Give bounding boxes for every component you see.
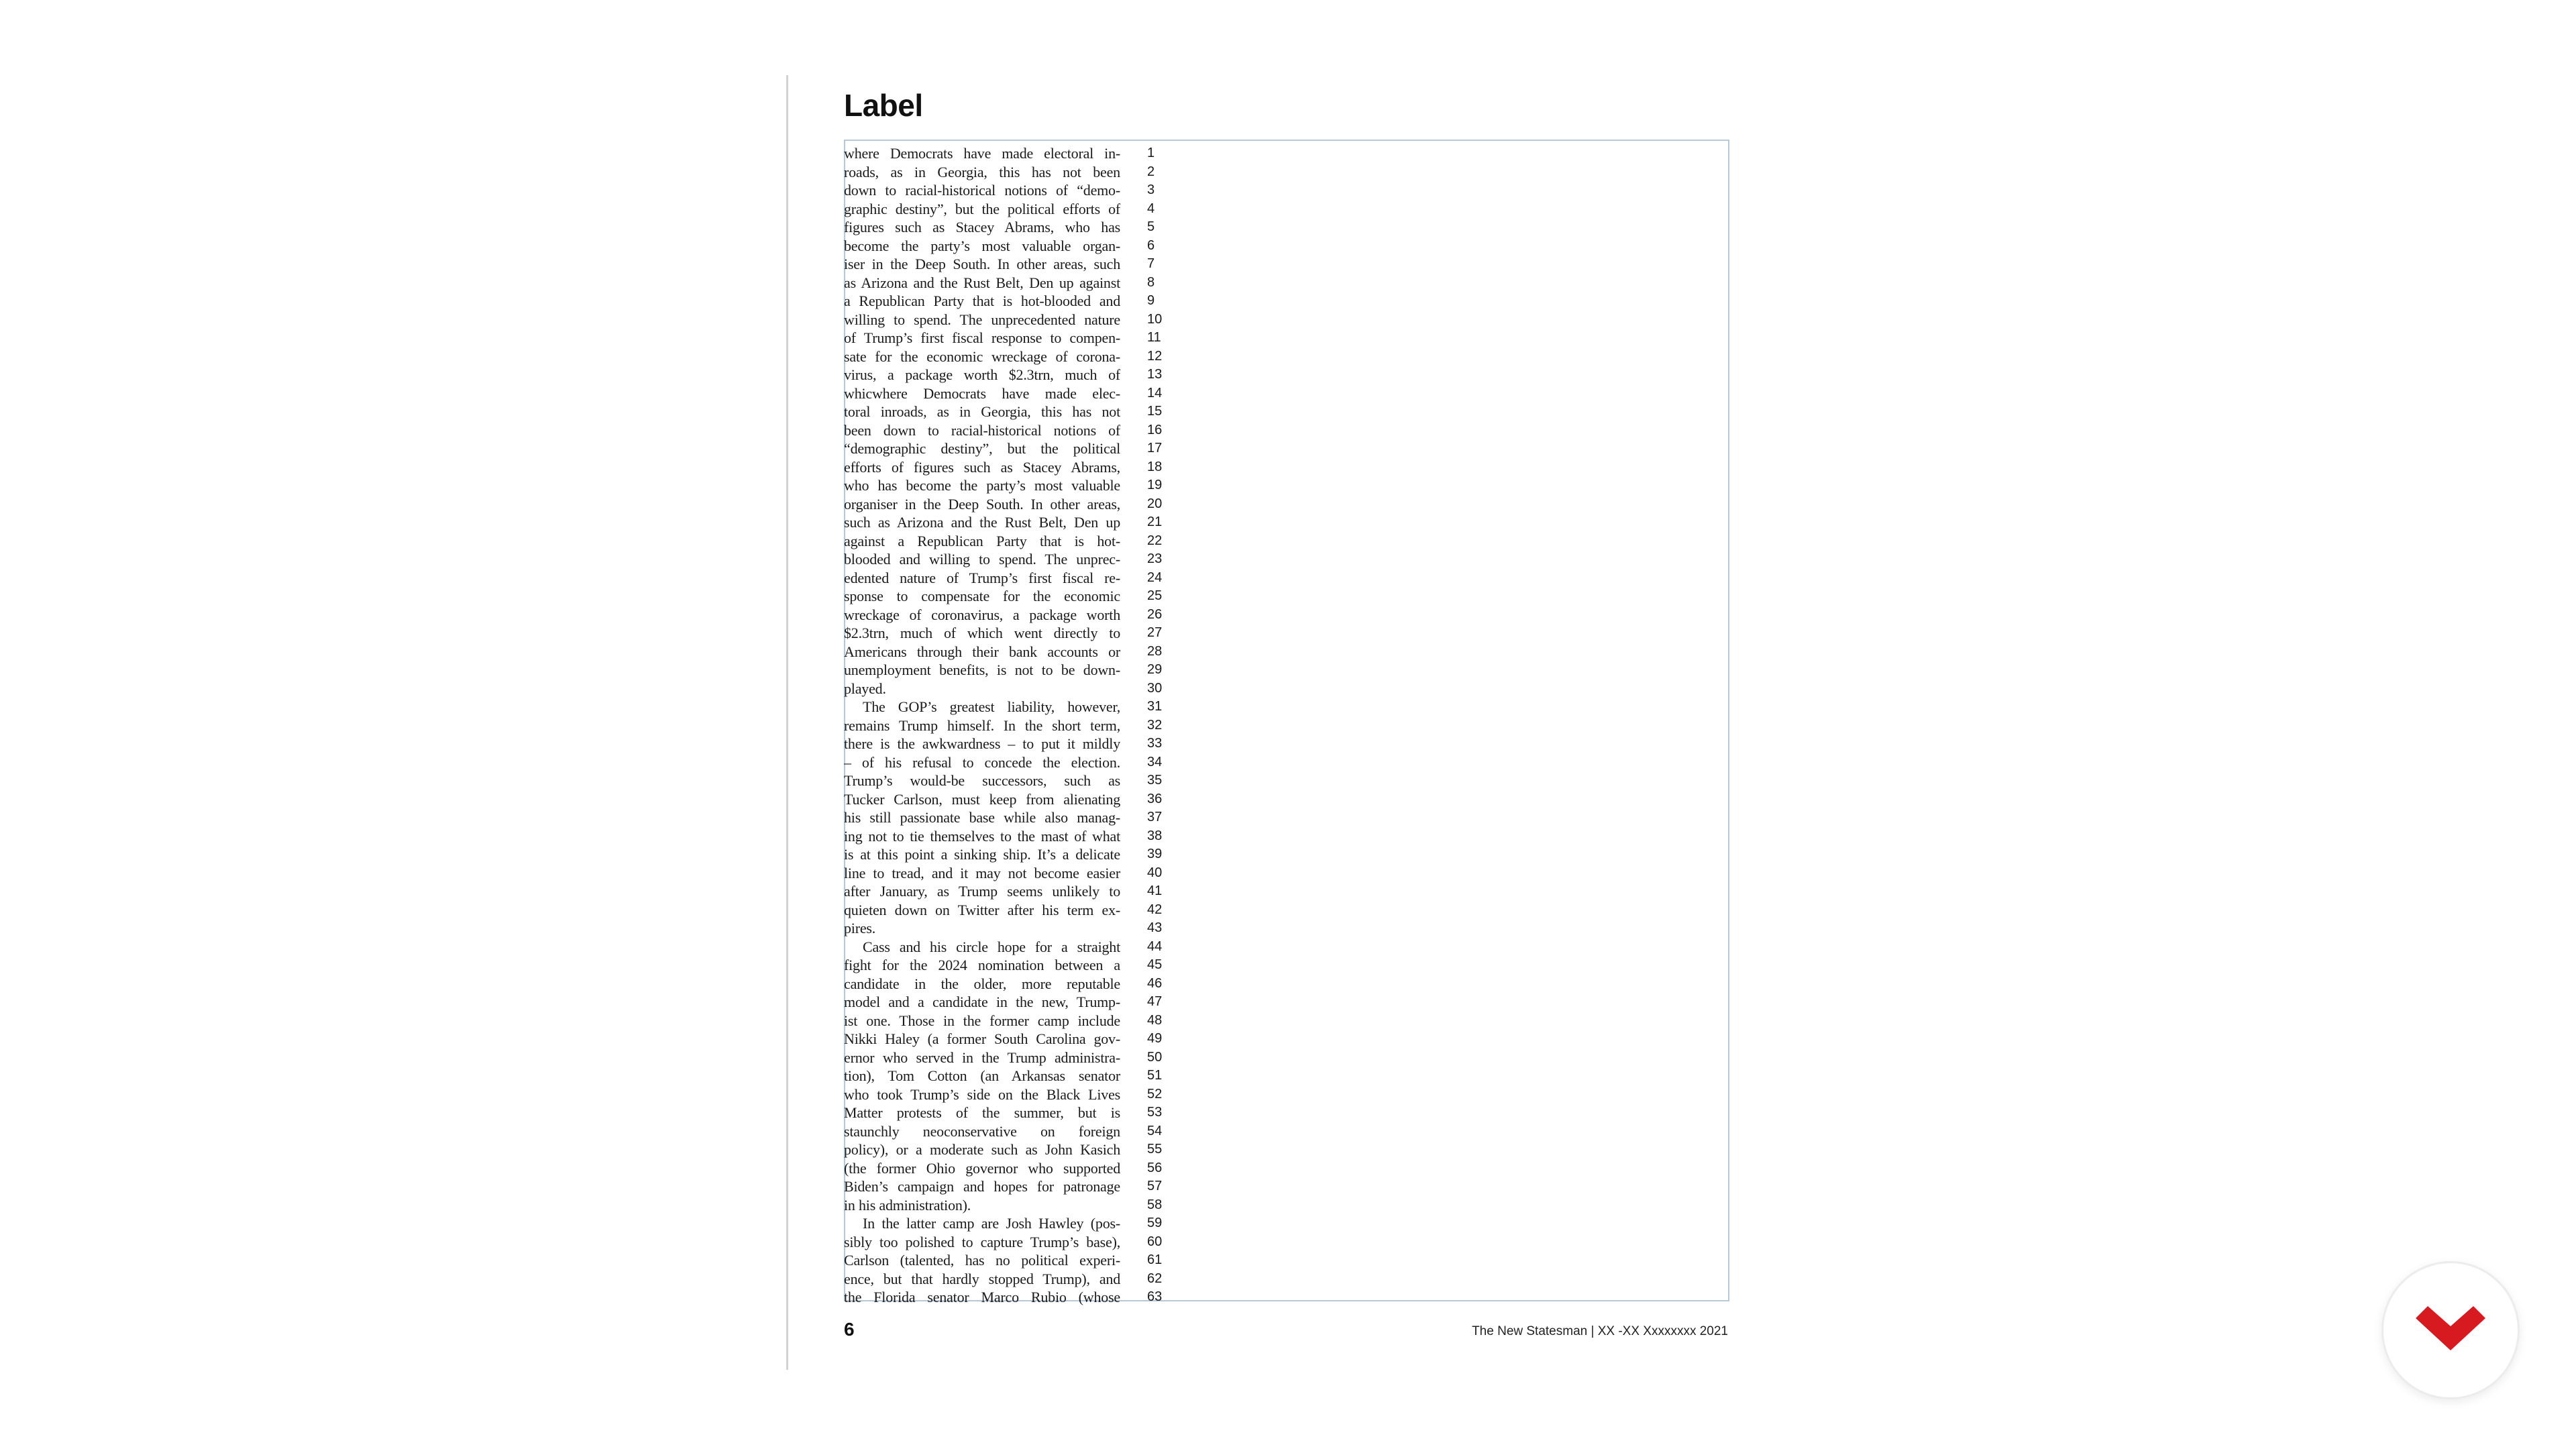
article-line: Carlson (talented, has no political experi- — [844, 1252, 1120, 1269]
line-number: 26 — [1147, 606, 1163, 622]
article-line: The GOP’s greatest liability, however, — [863, 698, 1120, 715]
line-number: 47 — [1147, 994, 1163, 1009]
article-line: figures such as Stacey Abrams, who has — [844, 219, 1120, 235]
article-line: after January, as Trump seems unlikely to — [844, 883, 1120, 900]
line-number: 4 — [1147, 201, 1155, 216]
line-number: 46 — [1147, 975, 1163, 991]
line-number: 23 — [1147, 551, 1163, 566]
line-number: 8 — [1147, 274, 1155, 290]
article-line: remains Trump himself. In the short term, — [844, 716, 1120, 734]
footer-publication: The New Statesman | XX -XX Xxxxxxxx 2021 — [1472, 1324, 1728, 1338]
article-line: is at this point a sinking ship. It’s a delicate — [844, 846, 1120, 863]
article-line: played. — [844, 680, 886, 697]
article-line: roads, as in Georgia, this has not been — [844, 163, 1120, 180]
article-line: sibly too polished to capture Trump’s base), — [844, 1233, 1120, 1250]
line-number: 25 — [1147, 588, 1163, 603]
line-number: 21 — [1147, 515, 1163, 529]
line-number: 56 — [1147, 1160, 1163, 1175]
page-label: Label — [844, 88, 923, 123]
article-line: Matter protests of the summer, but is — [844, 1104, 1120, 1121]
article-line: edented nature of Trump’s first fiscal re- — [844, 569, 1120, 586]
article-line: quieten down on Twitter after his term ex- — [844, 901, 1120, 918]
line-number: 31 — [1147, 699, 1163, 714]
line-number: 12 — [1147, 348, 1163, 364]
line-number: 41 — [1147, 883, 1163, 898]
article-line: down to racial-historical notions of “demo- — [844, 182, 1120, 199]
article-line: who has become the party’s most valuable — [844, 477, 1120, 494]
line-number: 19 — [1147, 478, 1163, 492]
article-line: Biden’s campaign and hopes for patronage — [844, 1178, 1120, 1195]
article-line: staunchly neoconservative on foreign — [844, 1122, 1120, 1140]
line-number: 17 — [1147, 441, 1163, 455]
article-line: line to tread, and it may not become easier — [844, 864, 1120, 881]
line-number: 40 — [1147, 865, 1163, 880]
article-line: ing not to tie themselves to the mast of what — [844, 827, 1120, 845]
line-number: 14 — [1147, 385, 1163, 400]
line-number: 29 — [1147, 662, 1163, 677]
article-line: his still passionate base while also manag- — [844, 809, 1120, 826]
article-line: there is the awkwardness – to put it mildly — [844, 735, 1120, 752]
article-line: fight for the 2024 nomination between a — [844, 957, 1120, 973]
article-line: policy), or a moderate such as John Kasich — [844, 1141, 1120, 1158]
article-line: efforts of figures such as Stacey Abrams, — [844, 458, 1120, 476]
page-edge-rule — [786, 75, 788, 1370]
article-text-column — [844, 144, 1120, 1307]
line-number: 10 — [1147, 311, 1163, 327]
line-number: 54 — [1147, 1123, 1163, 1138]
line-number: 37 — [1147, 810, 1163, 824]
line-number: 34 — [1147, 754, 1163, 769]
line-number: 58 — [1147, 1197, 1163, 1212]
line-number: 45 — [1147, 957, 1163, 972]
line-number: 1 — [1147, 146, 1155, 160]
line-number: 50 — [1147, 1049, 1163, 1065]
line-number: 60 — [1147, 1234, 1163, 1249]
line-number: 59 — [1147, 1216, 1163, 1230]
article-line: a Republican Party that is hot-blooded and — [844, 292, 1120, 309]
article-line: Americans through their bank accounts or — [844, 643, 1120, 660]
article-line: blooded and willing to spend. The unprec- — [844, 551, 1120, 568]
article-line: ernor who served in the Trump administra- — [844, 1049, 1120, 1066]
article-line: who took Trump’s side on the Black Lives — [844, 1085, 1120, 1103]
article-line: ist one. Those in the former camp include — [844, 1012, 1120, 1029]
line-number: 20 — [1147, 496, 1163, 511]
line-number: 62 — [1147, 1271, 1163, 1286]
line-number: 42 — [1147, 902, 1163, 917]
line-number: 55 — [1147, 1142, 1163, 1157]
line-number: 49 — [1147, 1031, 1163, 1046]
article-line: virus, a package worth $2.3trn, much of — [844, 366, 1120, 383]
line-number: 48 — [1147, 1012, 1163, 1028]
article-line: against a Republican Party that is hot- — [844, 532, 1120, 549]
line-number: 35 — [1147, 773, 1163, 788]
line-number: 22 — [1147, 533, 1163, 548]
line-number: 30 — [1147, 680, 1163, 696]
article-line: as Arizona and the Rust Belt, Den up against — [844, 274, 1120, 291]
article-line: sate for the economic wreckage of corona- — [844, 347, 1120, 365]
article-line: (the former Ohio governor who supported — [844, 1159, 1120, 1177]
line-number: 63 — [1147, 1289, 1163, 1304]
article-line: in his administration). — [844, 1196, 971, 1214]
line-number: 36 — [1147, 791, 1163, 806]
line-number: 27 — [1147, 625, 1163, 640]
article-line: such as Arizona and the Rust Belt, Den up — [844, 514, 1120, 531]
line-number: 16 — [1147, 422, 1163, 437]
line-number: 44 — [1147, 938, 1163, 954]
article-line: pires. — [844, 920, 876, 936]
article-line: iser in the Deep South. In other areas, such — [844, 256, 1120, 272]
article-line: willing to spend. The unprecedented nature — [844, 311, 1120, 328]
article-line: where Democrats have made electoral in- — [844, 145, 1120, 162]
article-line: the Florida senator Marco Rubio (whose — [844, 1289, 1120, 1305]
article-line: of Trump’s first fiscal response to compen- — [844, 329, 1120, 346]
article-line: been down to racial-historical notions of — [844, 421, 1120, 439]
line-number: 52 — [1147, 1086, 1163, 1102]
article-line: unemployment benefits, is not to be down- — [844, 661, 1120, 678]
line-number: 33 — [1147, 736, 1163, 751]
line-number: 2 — [1147, 164, 1155, 179]
article-line: – of his refusal to concede the election. — [844, 753, 1120, 771]
article-line: whicwhere Democrats have made elec- — [844, 384, 1120, 402]
line-number: 43 — [1147, 920, 1163, 935]
line-number: 28 — [1147, 643, 1163, 659]
article-line: Tucker Carlson, must keep from alienating — [844, 790, 1120, 808]
article-line: Trump’s would-be successors, such as — [844, 772, 1120, 789]
line-number-column — [1147, 144, 1181, 1307]
article-line: candidate in the older, more reputable — [844, 975, 1120, 992]
article-line: model and a candidate in the new, Trump- — [844, 994, 1120, 1010]
article-line: become the party’s most valuable organ- — [844, 237, 1120, 254]
brand-badge-button[interactable] — [2381, 1261, 2520, 1399]
line-number: 3 — [1147, 182, 1155, 197]
article-line: tion), Tom Cotton (an Arkansas senator — [844, 1067, 1120, 1084]
line-number: 9 — [1147, 293, 1155, 308]
article-line: toral inroads, as in Georgia, this has not — [844, 403, 1120, 420]
article-line: organiser in the Deep South. In other areas, — [844, 495, 1120, 513]
line-number: 5 — [1147, 219, 1155, 234]
line-number: 32 — [1147, 717, 1163, 733]
page-number: 6 — [844, 1319, 855, 1340]
line-number: 18 — [1147, 459, 1163, 474]
line-number: 51 — [1147, 1068, 1163, 1083]
article-line: Nikki Haley (a former South Carolina gov- — [844, 1030, 1120, 1047]
line-number: 61 — [1147, 1252, 1163, 1267]
line-number: 57 — [1147, 1179, 1163, 1193]
line-number: 6 — [1147, 237, 1155, 253]
line-number: 15 — [1147, 404, 1163, 419]
article-line: In the latter camp are Josh Hawley (pos- — [863, 1215, 1120, 1232]
line-number: 39 — [1147, 847, 1163, 861]
line-number: 11 — [1147, 330, 1161, 345]
red-chevron-logo-icon — [2416, 1306, 2485, 1354]
line-number: 38 — [1147, 828, 1163, 843]
line-number: 53 — [1147, 1105, 1163, 1120]
line-number: 7 — [1147, 256, 1155, 271]
article-line: Cass and his circle hope for a straight — [863, 938, 1120, 955]
line-number: 24 — [1147, 570, 1163, 585]
article-line: graphic destiny”, but the political efforts of — [844, 200, 1120, 217]
article-line: ence, but that hardly stopped Trump), and — [844, 1270, 1120, 1287]
line-number: 13 — [1147, 367, 1163, 382]
article-line: sponse to compensate for the economic — [844, 588, 1120, 604]
article-line: “demographic destiny”, but the political — [844, 440, 1120, 457]
article-line: $2.3trn, much of which went directly to — [844, 625, 1120, 641]
article-line: wreckage of coronavirus, a package worth — [844, 606, 1120, 623]
